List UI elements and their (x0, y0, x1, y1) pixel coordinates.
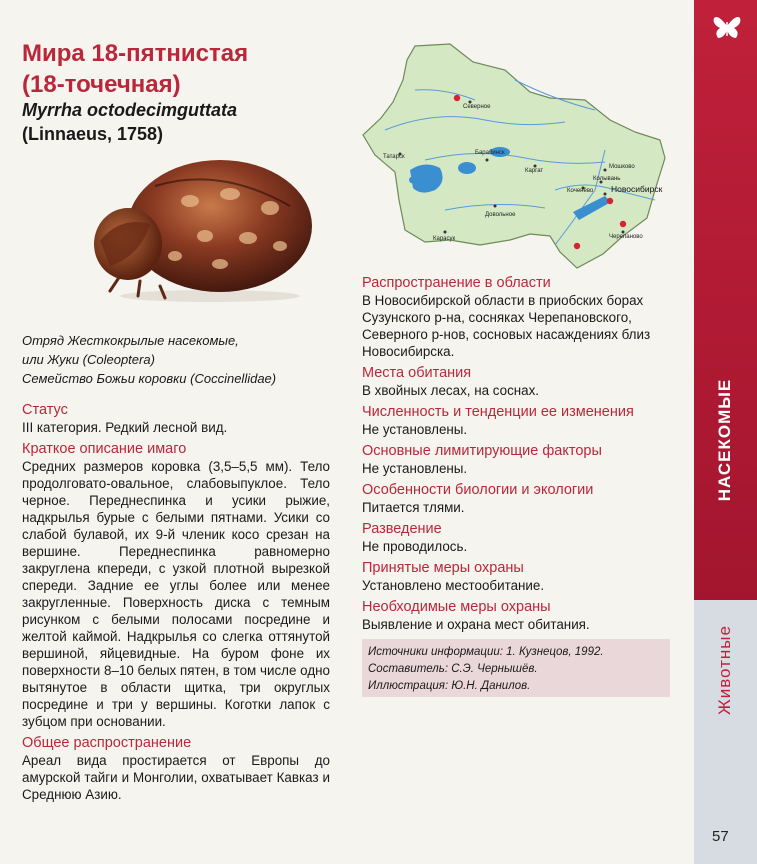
author-year: (Linnaeus, 1758) (22, 124, 164, 144)
map-label-kolyvan: Колывань (593, 176, 621, 182)
section-heading: Особенности биологии и экологии (362, 482, 594, 498)
sidebar (694, 0, 757, 864)
family-line: Семейство Божьи коровки (Coccinellidae) (22, 371, 277, 386)
species-title (22, 38, 248, 100)
section-heading: Краткое описание имаго (22, 441, 187, 457)
section-text: Не установлены. (362, 422, 468, 437)
section-abundance (362, 403, 680, 438)
butterfly-icon (712, 14, 742, 42)
map-label-severnoe: Северное (463, 104, 491, 110)
compiler-line: Составитель: С.Э. Чернышёв. (368, 663, 538, 675)
section-heading: Численность и тенденции ее изменения (362, 404, 634, 420)
map-label-tatarsk: Татарск (383, 154, 405, 160)
section-heading: Необходимые меры охраны (362, 599, 551, 615)
illustration-line: Иллюстрация: Ю.Н. Данилов. (368, 680, 531, 692)
section-text: В хвойных лесах, на соснах. (362, 383, 540, 398)
section-text: Не установлены. (362, 461, 468, 476)
map-label-karasuk: Карасук (433, 236, 456, 242)
category-label: НАСЕКОМЫЕ (715, 378, 734, 502)
map-label-kochenevo: Коченёво (567, 188, 594, 194)
section-heading: Разведение (362, 521, 442, 537)
title-line-2: (18-точечная) (22, 71, 181, 98)
map-label-cherepanovo: Черепаново (609, 234, 643, 240)
map-label-barabinsk: Барабинск (475, 150, 505, 156)
section-heading: Статус (22, 402, 68, 418)
section-biology (362, 481, 680, 516)
map-label-kargat: Каргат (525, 168, 544, 174)
section-text: В Новосибирской области в приобских борах Сузунского р-на, сосняках Черепановского, Северного р-нов, сосновых насаждениях близ Новосибирска. (362, 293, 651, 359)
section-text: Установлено местообитание. (362, 578, 545, 593)
latin-name: Myrrha octodecimguttata (22, 100, 238, 120)
section-limiting-factors (362, 442, 680, 477)
section-status (22, 401, 330, 436)
kingdom-label: Животные (715, 625, 734, 715)
section-text: Средних размеров коровка (3,5–5,5 мм). Тело продолговато-овальное, слабовыпуклое. Тело черное. Переднеспинка и усики рыжие, надкрылья бурые с белыми пятнами. Усики со слабой булавой, их 9-й членик косо срезан на вершине. Переднеспинка равномерно закруглена кпереди, с узкой плотной вырезкой спереди. Задние ее углы более или менее закругленные. Поверхность диска с темным рисунком с белыми полосами посредине и желтой каймой. Надкрылья со слегка оттянутой вершиной, яйцевидные. На буром фоне их поверхности 8–10 белых пятен, в том числе одно вытянутое в области щитка, три округлых посредине и три у вершины. Коготки лапок с зубцом при основании. (22, 459, 330, 729)
right-column (362, 274, 680, 635)
taxonomy (22, 331, 342, 388)
left-column (22, 401, 330, 805)
section-habitat (362, 364, 680, 399)
section-text: Выявление и охрана мест обитания. (362, 617, 590, 632)
sources-line: Источники информации: 1. Кузнецов, 1992. (368, 646, 604, 658)
title-line-1: Мира 18-пятнистая (22, 40, 249, 67)
beetle-illustration (80, 146, 320, 306)
section-text: Питается тлями. (362, 500, 465, 515)
order-line-1: Отряд Жесткокрылые насекомые, (22, 333, 239, 348)
sidebar-red-band (694, 0, 757, 600)
section-protection-needed (362, 598, 680, 633)
map-label-dovolnoe: Довольное (485, 212, 516, 218)
section-text: Не проводилось. (362, 539, 468, 554)
section-heading: Общее распространение (22, 735, 192, 751)
order-line-2: или Жуки (Coleoptera) (22, 352, 155, 367)
section-heading: Места обитания (362, 365, 472, 381)
section-heading: Принятые меры охраны (362, 560, 524, 576)
section-text: Ареал вида простирается от Европы до амурской тайги и Монголии, охватывает Кавказ и Среднюю Азию. (22, 753, 330, 802)
section-text: III категория. Редкий лесной вид. (22, 420, 228, 435)
map-label-moshkovo: Мошково (609, 164, 635, 170)
distribution-map (355, 40, 675, 272)
section-heading: Основные лимитирующие факторы (362, 443, 602, 459)
page-number: 57 (712, 828, 729, 845)
section-description (22, 440, 330, 730)
section-protection-taken (362, 559, 680, 594)
section-breeding (362, 520, 680, 555)
section-general-distribution (22, 734, 330, 803)
section-regional-distribution (362, 274, 680, 360)
section-heading: Распространение в области (362, 275, 551, 291)
map-label-novosibirsk: Новосибирск (611, 184, 663, 194)
sources-box (362, 639, 670, 697)
